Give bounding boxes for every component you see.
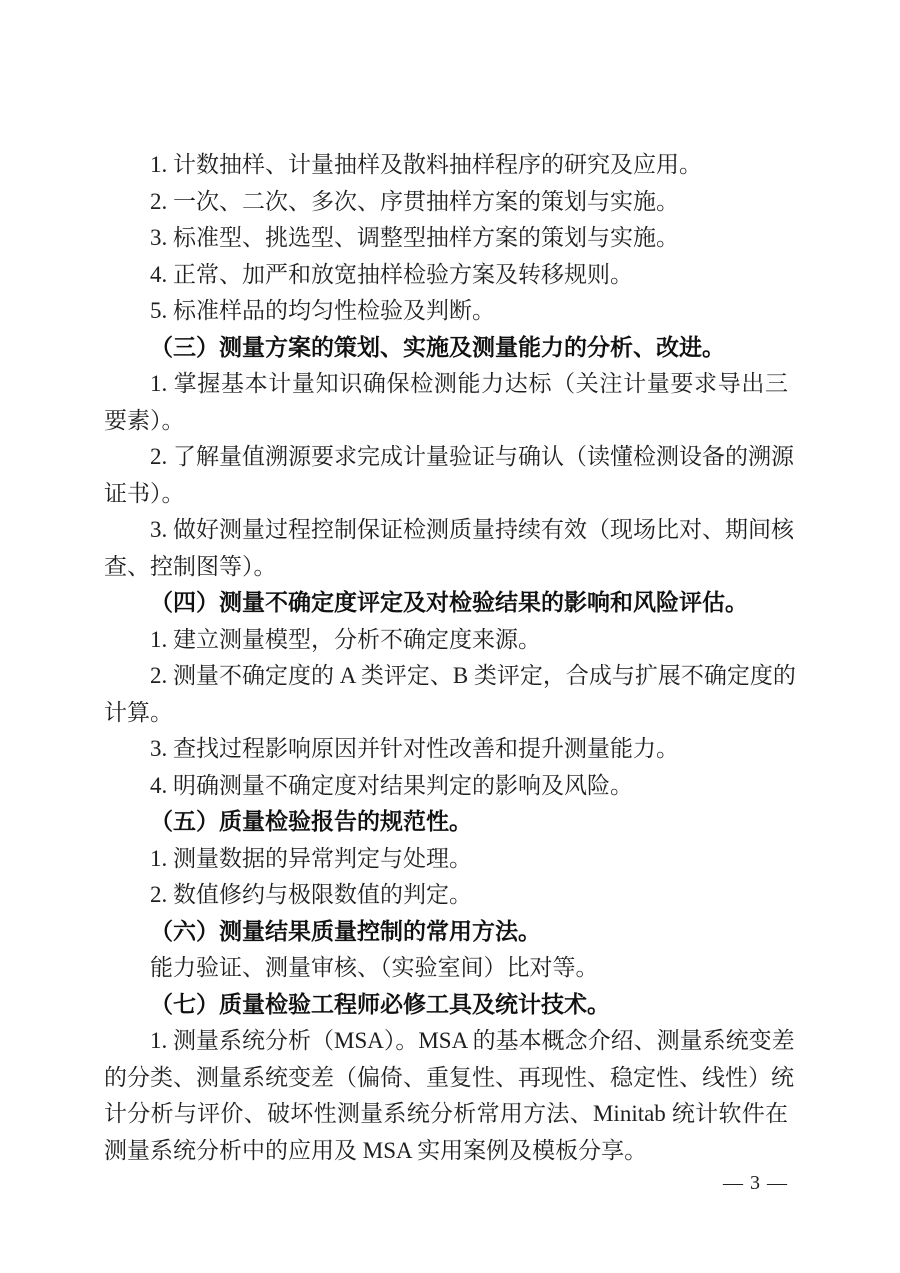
body-text-line: 2. 一次、二次、多次、序贯抽样方案的策划与实施。 bbox=[150, 188, 679, 214]
body-text-line: 4. 正常、加严和放宽抽样检验方案及转移规则。 bbox=[150, 261, 633, 287]
body-text-line: 要素）。 bbox=[104, 407, 185, 433]
body-text-line: 1. 建立测量模型，分析不确定度来源。 bbox=[150, 626, 541, 652]
body-text-line: 4. 明确测量不确定度对结果判定的影响及风险。 bbox=[150, 772, 633, 798]
body-text-line: 5. 标准样品的均匀性检验及判断。 bbox=[150, 298, 495, 323]
body-text-line: 查、控制图等）。 bbox=[104, 553, 277, 579]
body-text-line: 2. 测量不确定度的 A 类评定、B 类评定，合成与扩展不确定度的 bbox=[150, 663, 796, 688]
body-text-line: 证书）。 bbox=[104, 480, 185, 506]
body-text-line: 计分析与评价、破坏性测量系统分析常用方法、Minitab 统计软件在 bbox=[104, 1101, 788, 1126]
page-number: — 3 — bbox=[723, 1172, 788, 1194]
body-text-line: 2. 了解量值溯源要求完成计量验证与确认（读懂检测设备的溯源 bbox=[150, 444, 794, 469]
body-text-line: 3. 做好测量过程控制保证检测质量持续有效（现场比对、期间核 bbox=[150, 517, 794, 542]
body-text-line: 1. 掌握基本计量知识确保检测能力达标（关注计量要求导出三 bbox=[150, 371, 788, 396]
body-text-line: 计算。 bbox=[104, 699, 173, 725]
section-heading: （三）测量方案的策划、实施及测量能力的分析、改进。 bbox=[150, 334, 725, 360]
section-heading: （六）测量结果质量控制的常用方法。 bbox=[150, 918, 541, 944]
body-text-line: 1. 测量数据的异常判定与处理。 bbox=[150, 845, 472, 871]
document-text-block bbox=[104, 147, 796, 1169]
body-text-line: 2. 数值修约与极限数值的判定。 bbox=[150, 882, 472, 907]
body-text-line: 1. 计数抽样、计量抽样及散料抽样程序的研究及应用。 bbox=[150, 152, 702, 177]
section-heading: （四）测量不确定度评定及对检验结果的影响和风险评估。 bbox=[150, 590, 748, 615]
body-text-line: 3. 查找过程影响原因并针对性改善和提升测量能力。 bbox=[150, 736, 679, 761]
body-text-line: 1. 测量系统分析（MSA）。MSA 的基本概念介绍、测量系统变差 bbox=[150, 1028, 795, 1053]
section-heading: （五）质量检验报告的规范性。 bbox=[150, 809, 472, 834]
body-text-line: 测量系统分析中的应用及 MSA 实用案例及模板分享。 bbox=[104, 1137, 648, 1163]
body-text-line: 3. 标准型、挑选型、调整型抽样方案的策划与实施。 bbox=[150, 225, 679, 250]
section-heading: （七）质量检验工程师必修工具及统计技术。 bbox=[150, 991, 610, 1017]
body-text-line: 能力验证、测量审核、（实验室间）比对等。 bbox=[150, 955, 599, 980]
body-text-line: 的分类、测量系统变差（偏倚、重复性、再现性、稳定性、线性）统 bbox=[104, 1064, 794, 1090]
